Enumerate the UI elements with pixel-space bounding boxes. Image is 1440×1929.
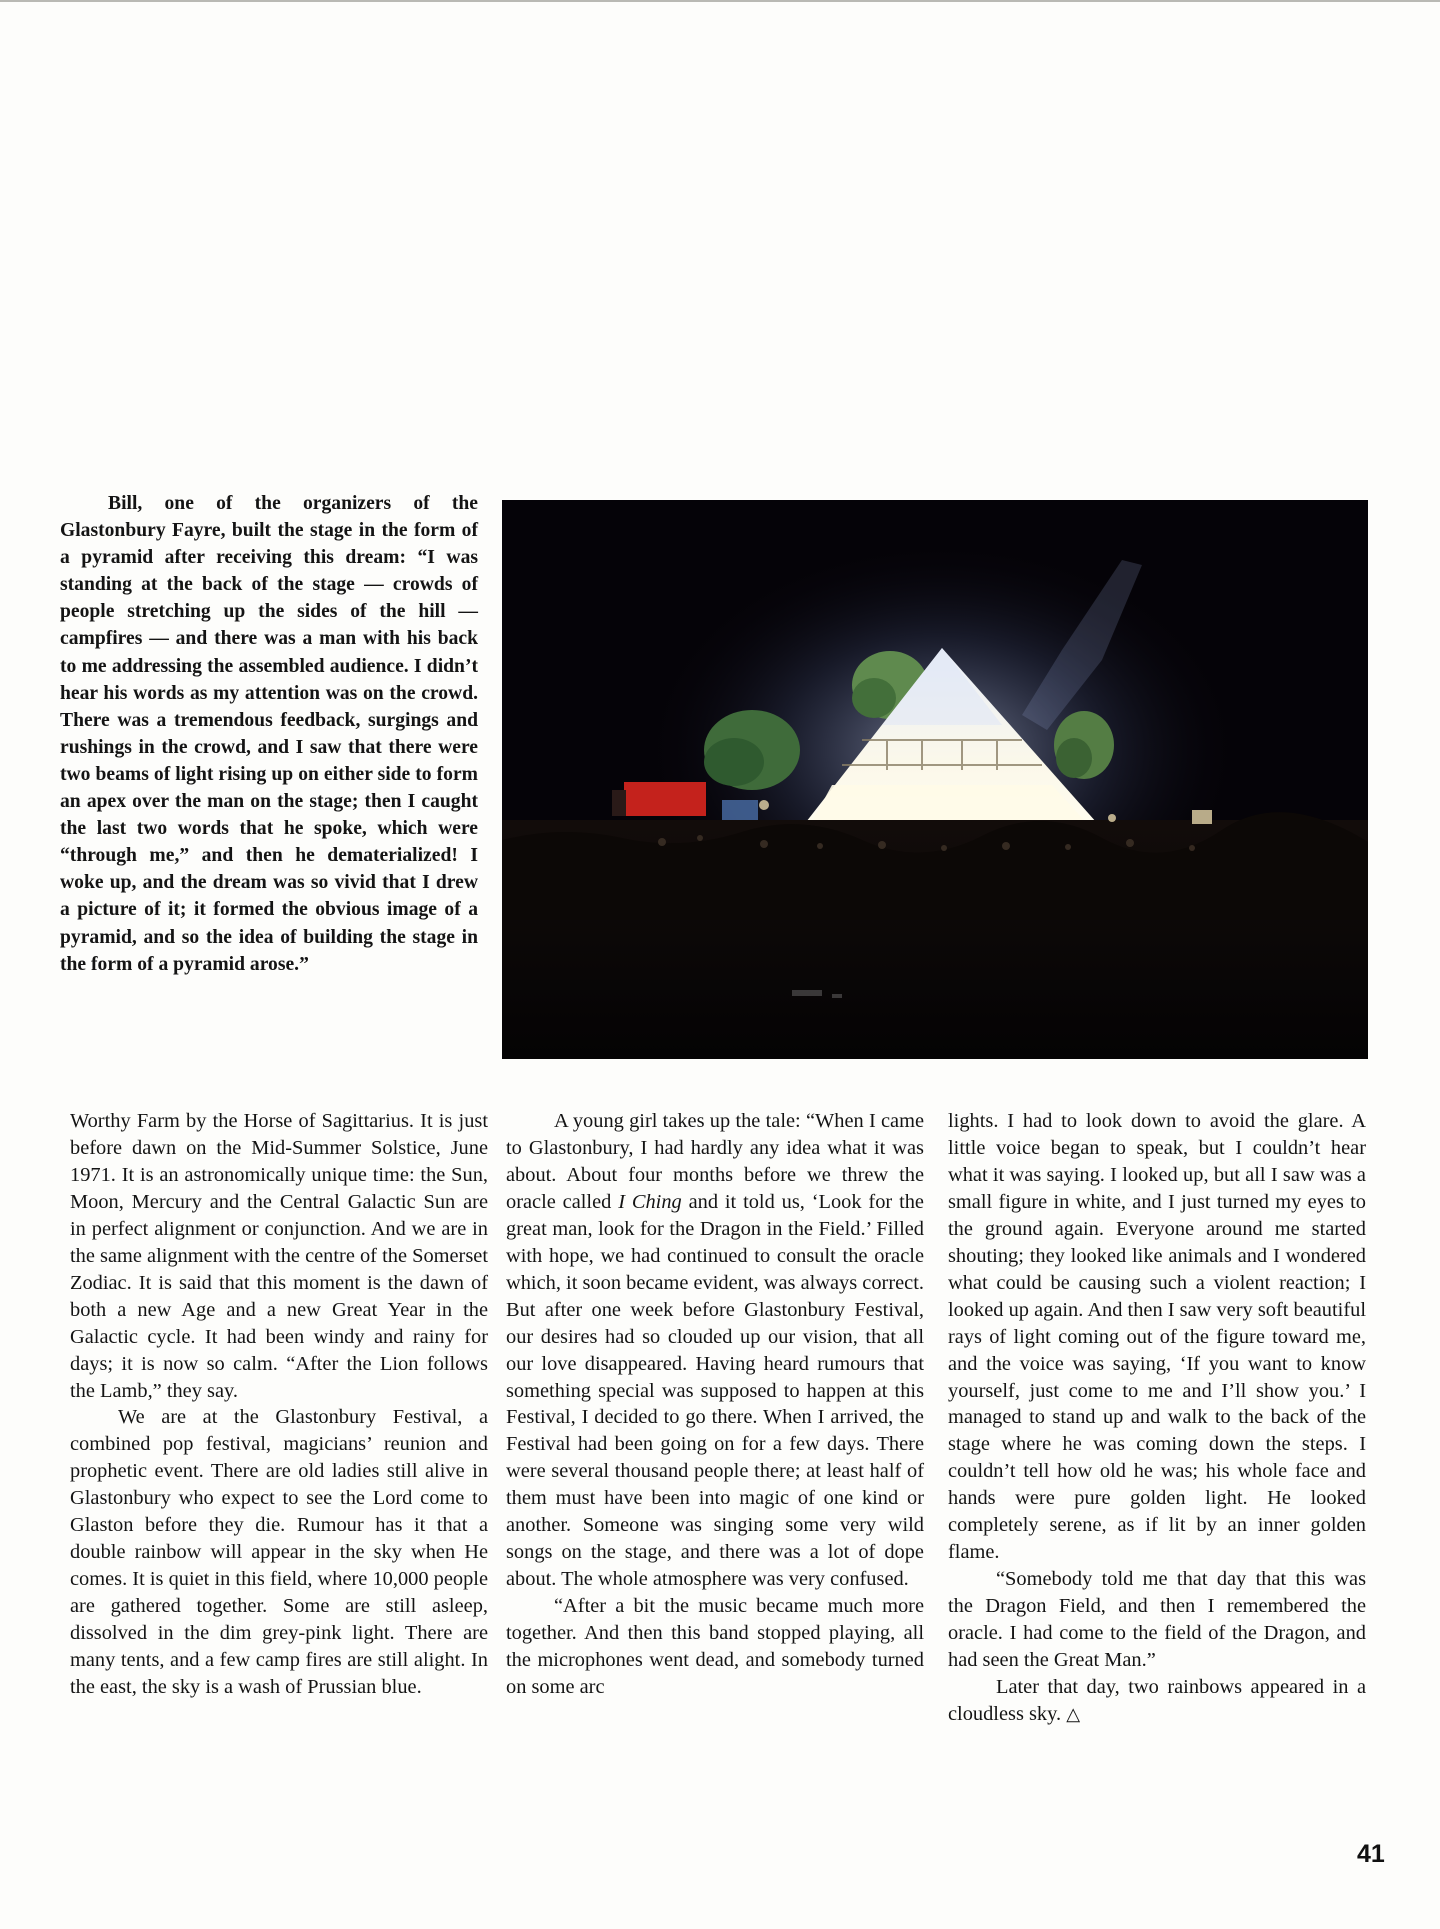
article-column-3 — [948, 1108, 1366, 1728]
pyramid-stage-illustration — [502, 500, 1368, 1059]
tree-right — [1054, 711, 1114, 779]
article-column-2 — [506, 1108, 924, 1701]
photo-caption: Bill, one of the organizers of the Glastonbury Fayre, built the stage in the form of a pyramid after receiving this dream: “I was standing at the back of the stage — crowds of people stretching up the sides of the hill — campfires — and there was a man with his back to me addressing the assembled audience. I didn’t hear his words as my attention was on the crowd. There was a tremendous feedback, surgings and rushings in the crowd, and I saw that there were two beams of light rising up on either side to form an apex over the man on the stage; then I caught the last two words that he spoke, which were “through me,” and then he dematerialized! I woke up, and the dream was so vivid that I drew a picture of it; it formed the obvious image of a pyramid, and so the idea of building the stage in the form of a pyramid arose.” — [60, 493, 478, 975]
van-cab — [612, 790, 626, 816]
article-text: Later that day, two rainbows appeared in a cloudless sky. — [948, 1676, 1366, 1725]
page-number: 41 — [1357, 1840, 1385, 1868]
article-paragraph — [506, 1108, 924, 1593]
red-van — [624, 782, 706, 816]
article-paragraph: lights. I had to look down to avoid the glare. A little voice began to speak, but I couldn’t hear what it was saying. I looked up, but all I saw was a small figure in white, and I just turned my eyes to the ground again. Everyone around me started shouting; they looked like animals and I wondered what could be causing such a violent reaction; I looked up again. And then I saw very soft beautiful rays of light coming out of the figure toward me, and the voice was saying, ‘If you want to know yourself, just come to me and I’ll show you.’ I managed to stand up and walk to the back of the stage where he was coming down the steps. I couldn’t tell how old he was; his whole face and hands were pure golden light. He looked completely serene, as if lit by an inner golden flame. — [948, 1110, 1366, 1564]
article-text: and it told us, ‘Look for the great man, look for the Dragon in the Field.’ Filled with hope, we had continued to consult the oracle which, it soon became evident, was always correct. But after one week before Glastonbury Festival, our desires had so clouded up our vision, that all our love disappeared. Having heard rumours that something special was supposed to happen at this Festival, I decided to go there. When I arrived, the Festival had been going on for a few days. There were several thousand people there; at least half of them must have been into magic of one kind or another. Someone was singing some very wild songs on the stage, and there was a lot of dope about. The whole atmosphere was very confused. — [506, 1190, 924, 1591]
tree-left — [704, 710, 800, 790]
article-paragraph: “Somebody told me that day that this was the Dragon Field, and then I remembered the oracle. I had come to the field of the Dragon, and had seen the Great Man.” — [948, 1568, 1366, 1672]
article-paragraph: We are at the Glastonbury Festival, a combined pop festival, magicians’ reunion and prophetic event. There are old ladies still alive in Glastonbury who expect to see the Lord come to Glaston before they die. Rumour has it that a double rainbow will appear in the sky when He comes. It is quiet in this field, where 10,000 people are gathered together. Some are still asleep, dissolved in the dim grey-pink light. There are many tents, and a few camp fires are still alight. In the east, the sky is a wash of Prussian blue. — [70, 1406, 488, 1699]
blue-truck — [722, 800, 758, 820]
article-paragraph: “After a bit the music became much more together. And then this band stopped playing, all the microphones went dead, and somebody turned on some arc — [506, 1595, 924, 1699]
article-paragraph — [948, 1674, 1366, 1728]
article-text: A young girl takes up the tale: “When I came to Glastonbury, I had hardly any idea what it was about. About four months before we threw the oracle called — [506, 1110, 924, 1213]
article-paragraph: Worthy Farm by the Horse of Sagittarius. It is just before dawn on the Mid-Summer Solstice, June 1971. It is an astronomically unique time: the Sun, Moon, Mercury and the Central Galactic Sun are in perfect alignment or conjunction. And we are in the same alignment with the centre of the Somerset Zodiac. It is said that this moment is the dawn of both a new Age and a new Great Year in the Galactic cycle. It had been windy and rainy for days; it is now so calm. “After the Lion follows the Lamb,” they say. — [70, 1110, 488, 1402]
festival-photo — [502, 500, 1368, 1059]
top-rule — [0, 0, 1440, 2]
end-mark-icon: △ — [1066, 1703, 1081, 1724]
book-title: I Ching — [618, 1190, 682, 1213]
article-column-1 — [70, 1108, 488, 1701]
